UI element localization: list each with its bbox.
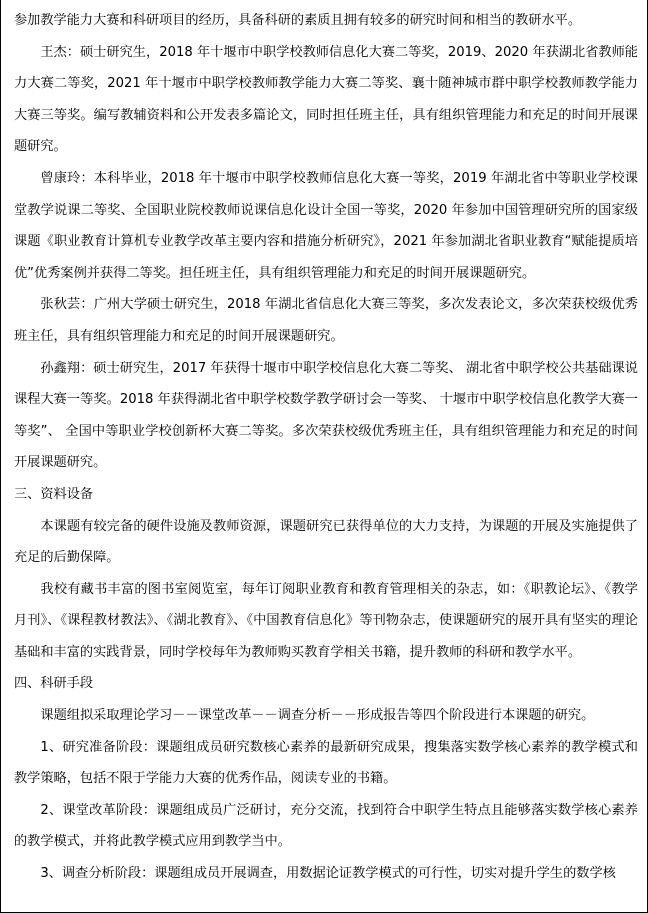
paragraph-stage-1: 1、研究准备阶段：课题组成员研究数核心素养的最新研究成果，搜集落实数学核心素养的教学模式和教学策略，包括不限于学能力大赛的优秀作品，阅读专业的书籍。 — [14, 739, 638, 787]
section-heading-equipment: 三、资料设备 — [14, 486, 94, 502]
paragraph-sun-xinxiang: 孙鑫翔：硕士研究生，2017 年获得十堰市中职学校信息化大赛二等奖、 湖北省中职学校公共基础课说课程大赛一等奖。2018 年获得湖北省中职学校数学教学研讨会一等奖、 十堰市中职学校信息化教学大赛一等奖”、 全国中等职业学校创新杯大赛二等奖。多次荣获校级优秀班主任，具有组织管理能力和充足的时间开展课题研究。 — [14, 360, 638, 471]
paragraph-library: 我校有藏书丰富的图书室阅览室，每年订阅职业教育和教育管理相关的杂志，如：《职教论坛》、《教学月刊》、《课程教材教法》、《湖北教育》、《中国教育信息化》等刊物杂志，使课题研究的展开具有坚实的理论基础和丰富的实践背景，同时学校每年为教师购买教育学相关书籍，提升教师的科研和教学水平。 — [14, 581, 638, 660]
paragraph-wang-jie: 王杰：硕士研究生，2018 年十堰市中职学校教师信息化大赛二等奖，2019、2020 年获湖北省教师能力大赛二等奖，2021 年十堰市中职学校教师教学能力大赛二等奖、襄十随神城市群中职学校教师教学能力大赛三等奖。编写教辅资料和公开发表多篇论文，同时担任班主任，具有组织管理能力和充足的时间开展课题研究。 — [14, 44, 638, 155]
paragraph-hardware: 本课题有较完备的硬件设施及教师资源，课题研究已获得单位的大力支持，为课题的开展及实施提供了充足的后勤保障。 — [14, 518, 638, 566]
paragraph-zhang-qiuyun: 张秋芸：广州大学硕士研究生，2018 年湖北省信息化大赛三等奖，多次发表论文，多次荣获校级优秀班主任，具有组织管理能力和充足的时间开展课题研究。 — [14, 297, 638, 344]
paragraph-stage-2: 2、课堂改革阶段：课题组成员广泛研讨，充分交流，找到符合中职学生特点且能够落实数学核心素养的教学模式，并将此教学模式应用到教学当中。 — [14, 802, 638, 850]
paragraph-four-stages: 课题组拟采取理论学习－－课堂改革－－调查分析－－形成报告等四个阶段进行本课题的研究。 — [40, 708, 595, 724]
paragraph-continuation: 参加教学能力大赛和科研项目的经历，具备科研的素质且拥有较多的研究时间和相当的教研水平。 — [14, 13, 582, 28]
paragraph-zeng-kangling: 曾康玲：本科毕业，2018 年十堰市中职学校教师信息化大赛一等奖，2019 年湖北省中等职业学校课堂教学说课二等奖、全国职业院校教师说课信息化设计全国一等奖，2020 年参加中国管理研究所的国家级课题《职业教育计算机专业教学改革主要内容和措施分析研究》，2021 年参加湖北省职业教育“赋能提质培优”优秀案例并获得二等奖。担任班主任，具有组织管理能力和充足的时间开展课题研究。 — [14, 170, 638, 281]
section-heading-methods: 四、科研手段 — [14, 676, 94, 692]
document-body — [14, 5, 638, 890]
paragraph-stage-3: 3、调查分析阶段：课题组成员开展调查，用数据论证教学模式的可行性，切实对提升学生的数学核 — [40, 866, 616, 882]
